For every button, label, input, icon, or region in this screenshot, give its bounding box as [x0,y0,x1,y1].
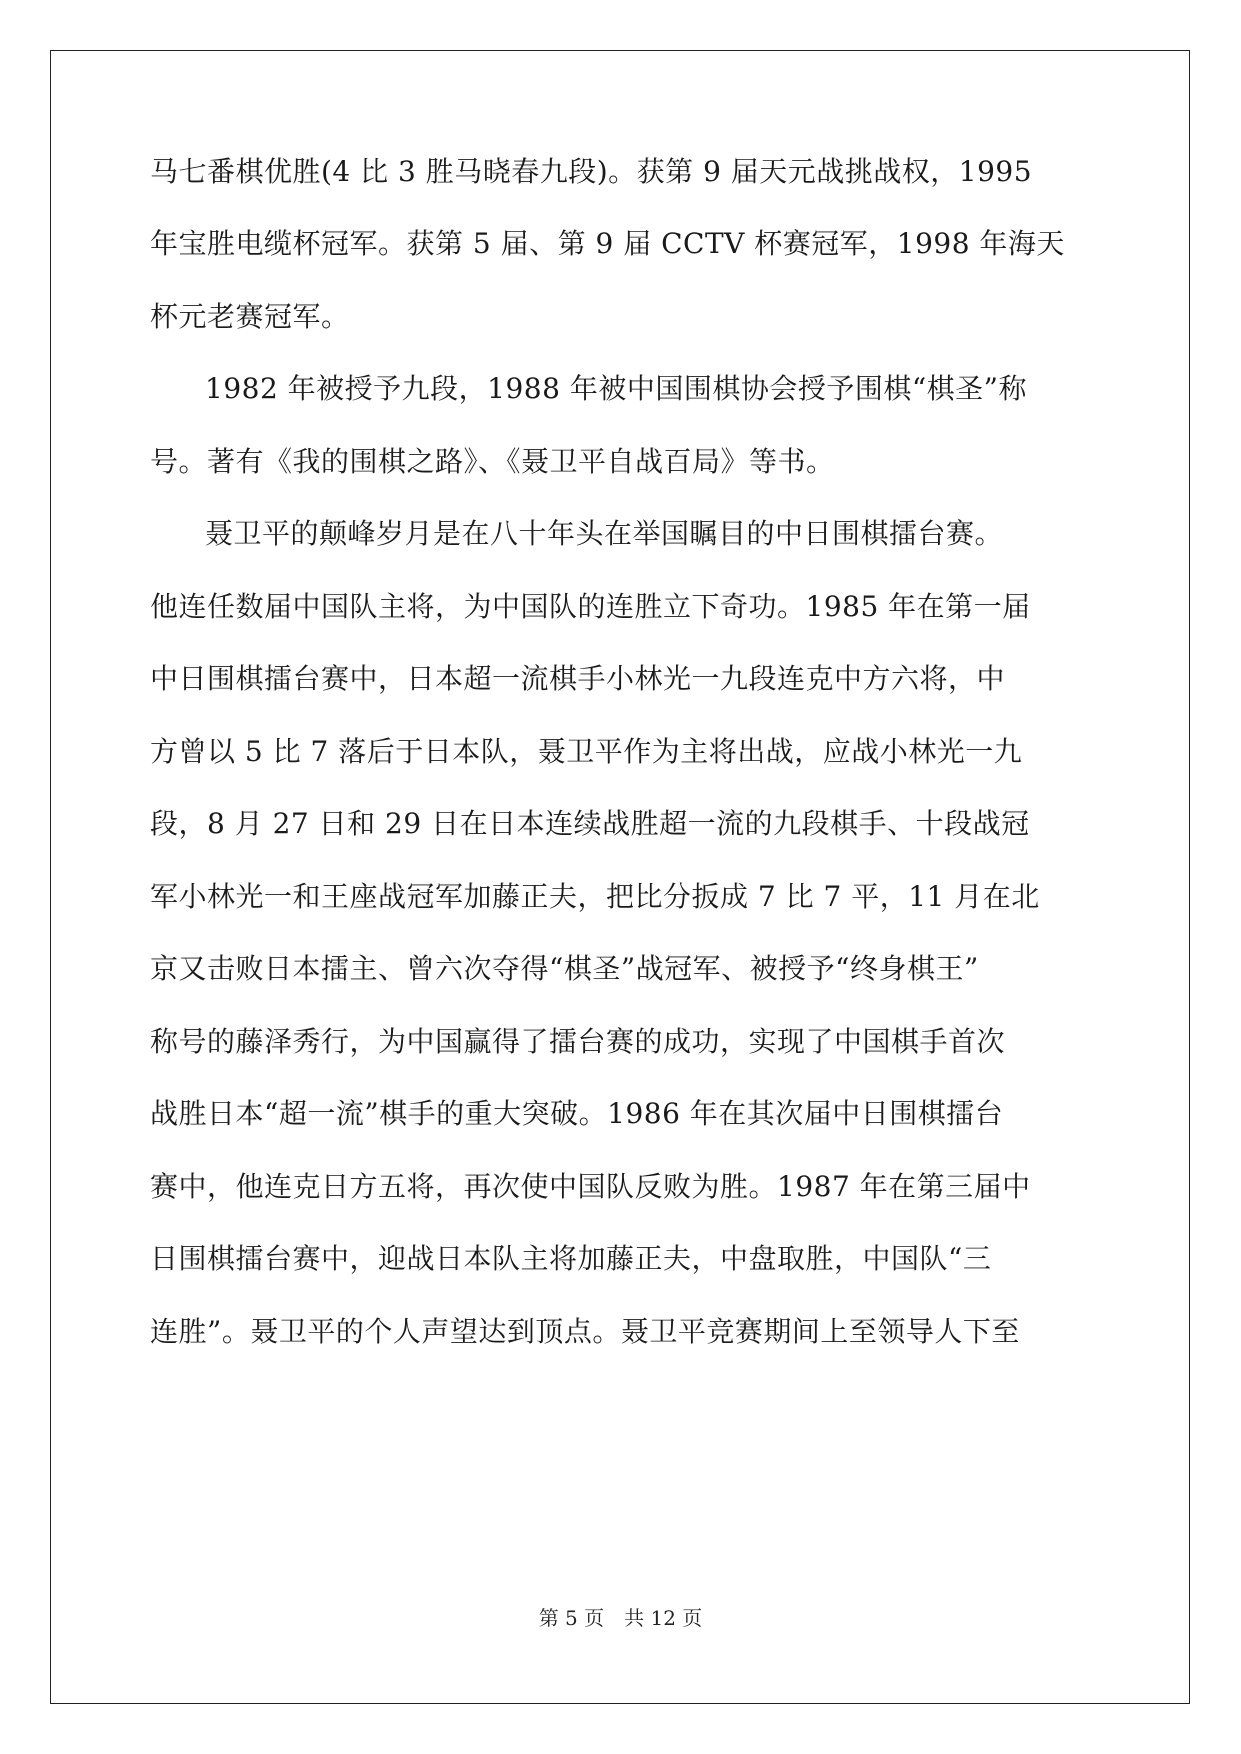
text-line: 号。著有《我的围棋之路》、《聂卫平自战百局》等书。 [150,445,835,478]
paragraph-first-line: 聂卫平的颠峰岁月是在八十年头在举国瞩目的中日围棋擂台赛。 [205,517,1004,550]
text-line: 他连任数届中国队主将，为中国队的连胜立下奇功。1985 年在第一届 [150,590,1031,623]
text-line: 战胜日本“超一流”棋手的重大突破。1986 年在其次届中日围棋擂台 [150,1097,1004,1130]
text-line: 赛中，他连克日方五将，再次使中国队反败为胜。1987 年在第三届中 [150,1170,1031,1203]
text-line: 马七番棋优胜(4 比 3 胜马晓春九段)。获第 9 届天元战挑战权，1995 [150,155,1033,188]
text-line: 年宝胜电缆杯冠军。获第 5 届、第 9 届 CCTV 杯赛冠军，1998 年海天 [150,227,1065,260]
text-line: 方曾以 5 比 7 落后于日本队，聂卫平作为主将出战，应战小林光一九 [150,735,1023,768]
paragraph-first-line: 1982 年被授予九段，1988 年被中国围棋协会授予围棋“棋圣”称 [205,372,1027,405]
text-line: 日围棋擂台赛中，迎战日本队主将加藤正夫，中盘取胜，中国队“三 [150,1242,992,1275]
text-line: 杯元老赛冠军。 [150,300,350,333]
text-line: 中日围棋擂台赛中，日本超一流棋手小林光一九段连克中方六将，中 [150,662,1006,695]
text-line: 军小林光一和王座战冠军加藤正夫，把比分扳成 7 比 7 平，11 月在北 [150,880,1040,913]
text-line: 连胜”。聂卫平的个人声望达到顶点。聂卫平竞赛期间上至领导人下至 [150,1315,1020,1348]
text-line: 京又击败日本擂主、曾六次夺得“棋圣”战冠军、被授予“终身棋王” [150,952,979,985]
text-line: 称号的藤泽秀行，为中国赢得了擂台赛的成功，实现了中国棋手首次 [150,1025,1006,1058]
text-line: 段，8 月 27 日和 29 日在日本连续战胜超一流的九段棋手、十段战冠 [150,807,1030,840]
page-number-footer: 第 5 页 共 12 页 [538,1606,703,1630]
